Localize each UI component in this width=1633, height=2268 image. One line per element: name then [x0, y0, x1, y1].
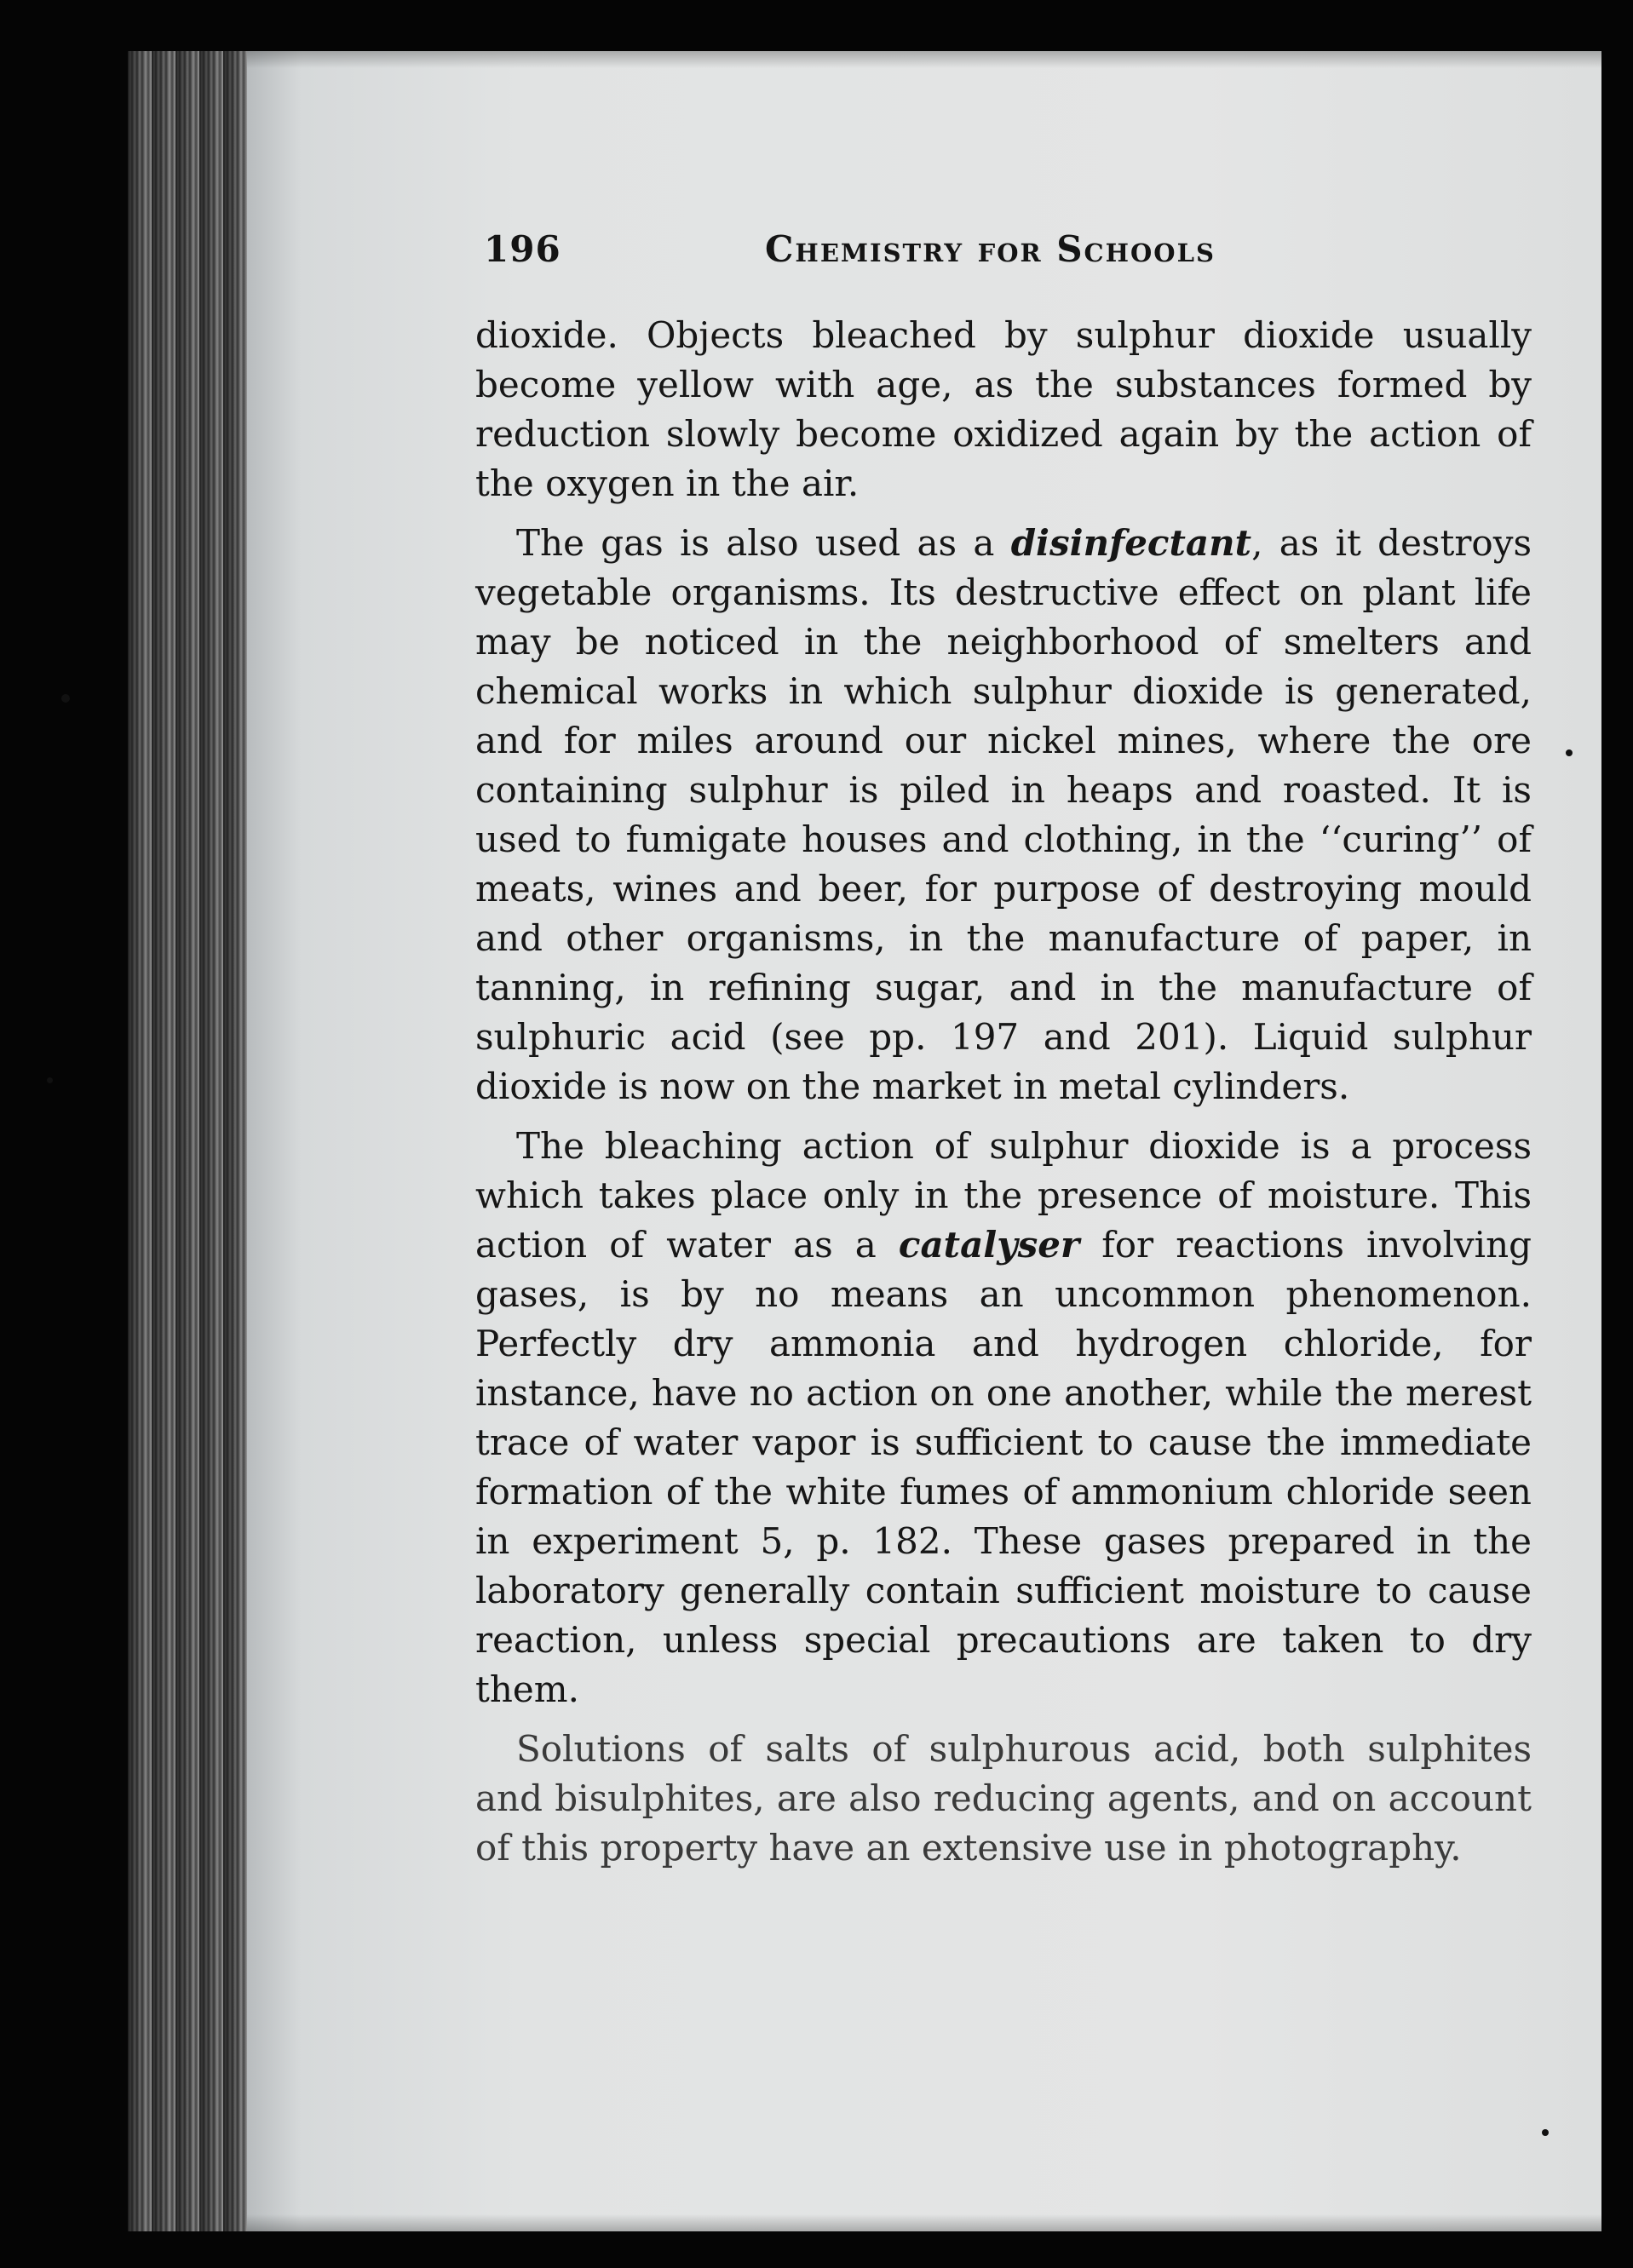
dust-speck	[1542, 2129, 1549, 2136]
paragraph-text: dioxide. Objects bleached by sulphur dioxide usually become yellow with age, as the substances formed by reduction slowly become oxidized again by the action of the oxygen in the air.	[475, 314, 1532, 504]
running-head	[484, 228, 1527, 279]
italic-term-disinfectant: disinfectant	[1010, 522, 1252, 564]
paragraph-text: for reactions involving gases, is by no means an uncommon phenomenon. Perfectly dry ammonia and hydrogen chloride, for instance, have no action on one another, while the merest trace of water vapor is sufficient to cause the immediate formation of the white fumes of ammonium chloride seen in experiment 5, p. 182. These gases prepared in the laboratory generally contain sufficient moisture to cause reaction, unless special precautions are taken to dry them.	[475, 1224, 1532, 1710]
page-number: 196	[484, 228, 561, 270]
paragraph-text: The bleaching action of sulphur dioxide is a process which takes place only in the presence of moisture. This action of water as a	[475, 1125, 1532, 1266]
paragraph-4	[475, 1725, 1532, 1873]
running-title: Chemistry for Schools	[765, 228, 1216, 270]
dust-speck	[47, 1077, 53, 1083]
page-shadow-top	[247, 51, 1601, 68]
dust-speck	[1566, 749, 1573, 756]
paragraph-1	[475, 311, 1532, 508]
paragraph-text: Solutions of salts of sulphurous acid, both sulphites and bisulphites, are also reducing agents, and on account of this property have an extensive use in photography.	[475, 1728, 1532, 1869]
paragraph-3	[475, 1122, 1532, 1714]
italic-term-catalyser: catalyser	[898, 1224, 1080, 1266]
page-shadow-bottom	[247, 2214, 1601, 2231]
book-page-edges	[128, 51, 256, 2231]
dust-speck	[61, 694, 70, 703]
paragraph-2	[475, 519, 1532, 1111]
paragraph-text: The gas is also used as a	[516, 522, 1011, 564]
paragraph-text: , as it destroys vegetable organisms. Its destructive effect on plant life may be noticed in the neighborhood of smelters and chemical works in which sulphur dioxide is generated, and for miles around our nickel mines, where the ore containing sulphur is piled in heaps and roasted. It is used to fumigate houses and clothing, in the ‘‘curing’’ of meats, wines and beer, for purpose of destroying mould and other organisms, in the manufacture of paper, in tanning, in refining sugar, and in the manufacture of sulphuric acid (see pp. 197 and 201). Liquid sulphur dioxide is now on the market in metal cylinders.	[475, 522, 1532, 1107]
body-text	[475, 311, 1532, 1883]
